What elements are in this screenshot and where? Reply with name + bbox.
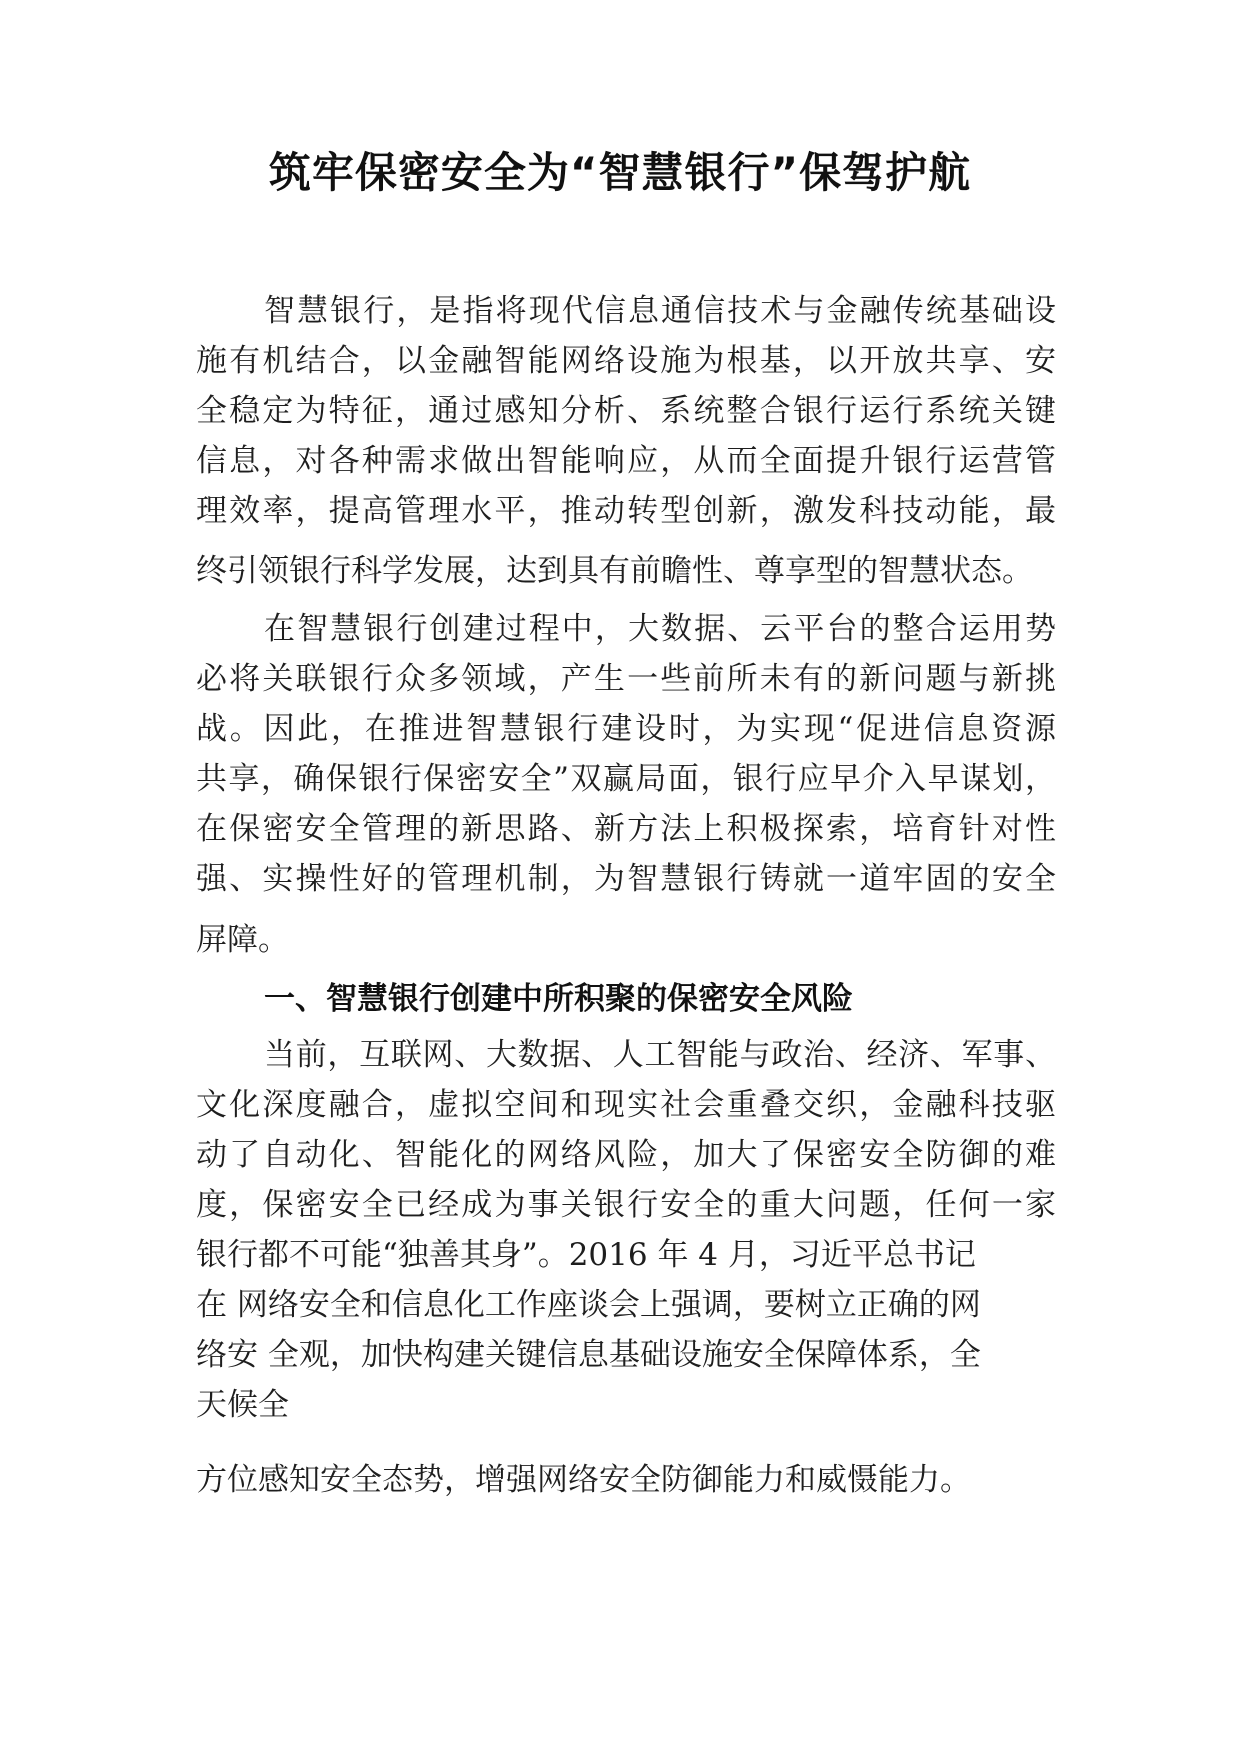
paragraph-1-line: 施有机结合，以金融智能网络设施为根基，以开放共享、安 [196,343,1056,379]
paragraph-3-line: 络安 全观，加快构建关键信息基础设施安全保障体系，全 [196,1337,981,1373]
paragraph-3-line: 当前，互联网、大数据、人工智能与政治、经济、军事、 [264,1037,1056,1073]
paragraph-1-line: 智慧银行，是指将现代信息通信技术与金融传统基础设 [264,293,1056,329]
paragraph-3-line: 银行都不可能“独善其身”。2016 年 4 月，习近平总书记 [196,1237,976,1273]
paragraph-3-line: 文化深度融合，虚拟空间和现实社会重叠交织，金融科技驱 [196,1087,1056,1123]
paragraph-3-line: 动了自动化、智能化的网络风险，加大了保密安全防御的难 [196,1137,1056,1173]
paragraph-1-line: 理效率，提高管理水平，推动转型创新，激发科技动能，最 [196,493,1056,529]
paragraph-3-line: 天候全 [196,1387,289,1423]
paragraph-2-line: 屏障。 [196,922,289,958]
paragraph-1-line: 全稳定为特征，通过感知分析、系统整合银行运行系统关键 [196,393,1056,429]
paragraph-1-line: 信息，对各种需求做出智能响应，从而全面提升银行运营管 [196,443,1056,479]
paragraph-1-line: 终引领银行科学发展，达到具有前瞻性、尊享型的智慧状态。 [196,553,1033,589]
paragraph-2-line: 共享，确保银行保密安全”双赢局面，银行应早介入早谋划， [196,761,1056,797]
document-title: 筑牢保密安全为“智慧银行”保驾护航 [268,148,972,197]
paragraph-2-line: 战。因此，在推进智慧银行建设时，为实现“促进信息资源 [196,711,1056,747]
paragraph-2-line: 必将关联银行众多领域，产生一些前所未有的新问题与新挑 [196,661,1056,697]
paragraph-2-line: 强、实操性好的管理机制，为智慧银行铸就一道牢固的安全 [196,861,1056,897]
section-heading: 一、智慧银行创建中所积聚的保密安全风险 [264,981,853,1017]
paragraph-3-line: 度，保密安全已经成为事关银行安全的重大问题，任何一家 [196,1187,1056,1223]
paragraph-2-line: 在保密安全管理的新思路、新方法上积极探索，培育针对性 [196,811,1056,847]
paragraph-3-line: 方位感知安全态势，增强网络安全防御能力和威慑能力。 [196,1462,971,1498]
paragraph-3-line: 在 网络安全和信息化工作座谈会上强调，要树立正确的网 [196,1287,981,1323]
paragraph-2-line: 在智慧银行创建过程中，大数据、云平台的整合运用势 [264,611,1056,647]
